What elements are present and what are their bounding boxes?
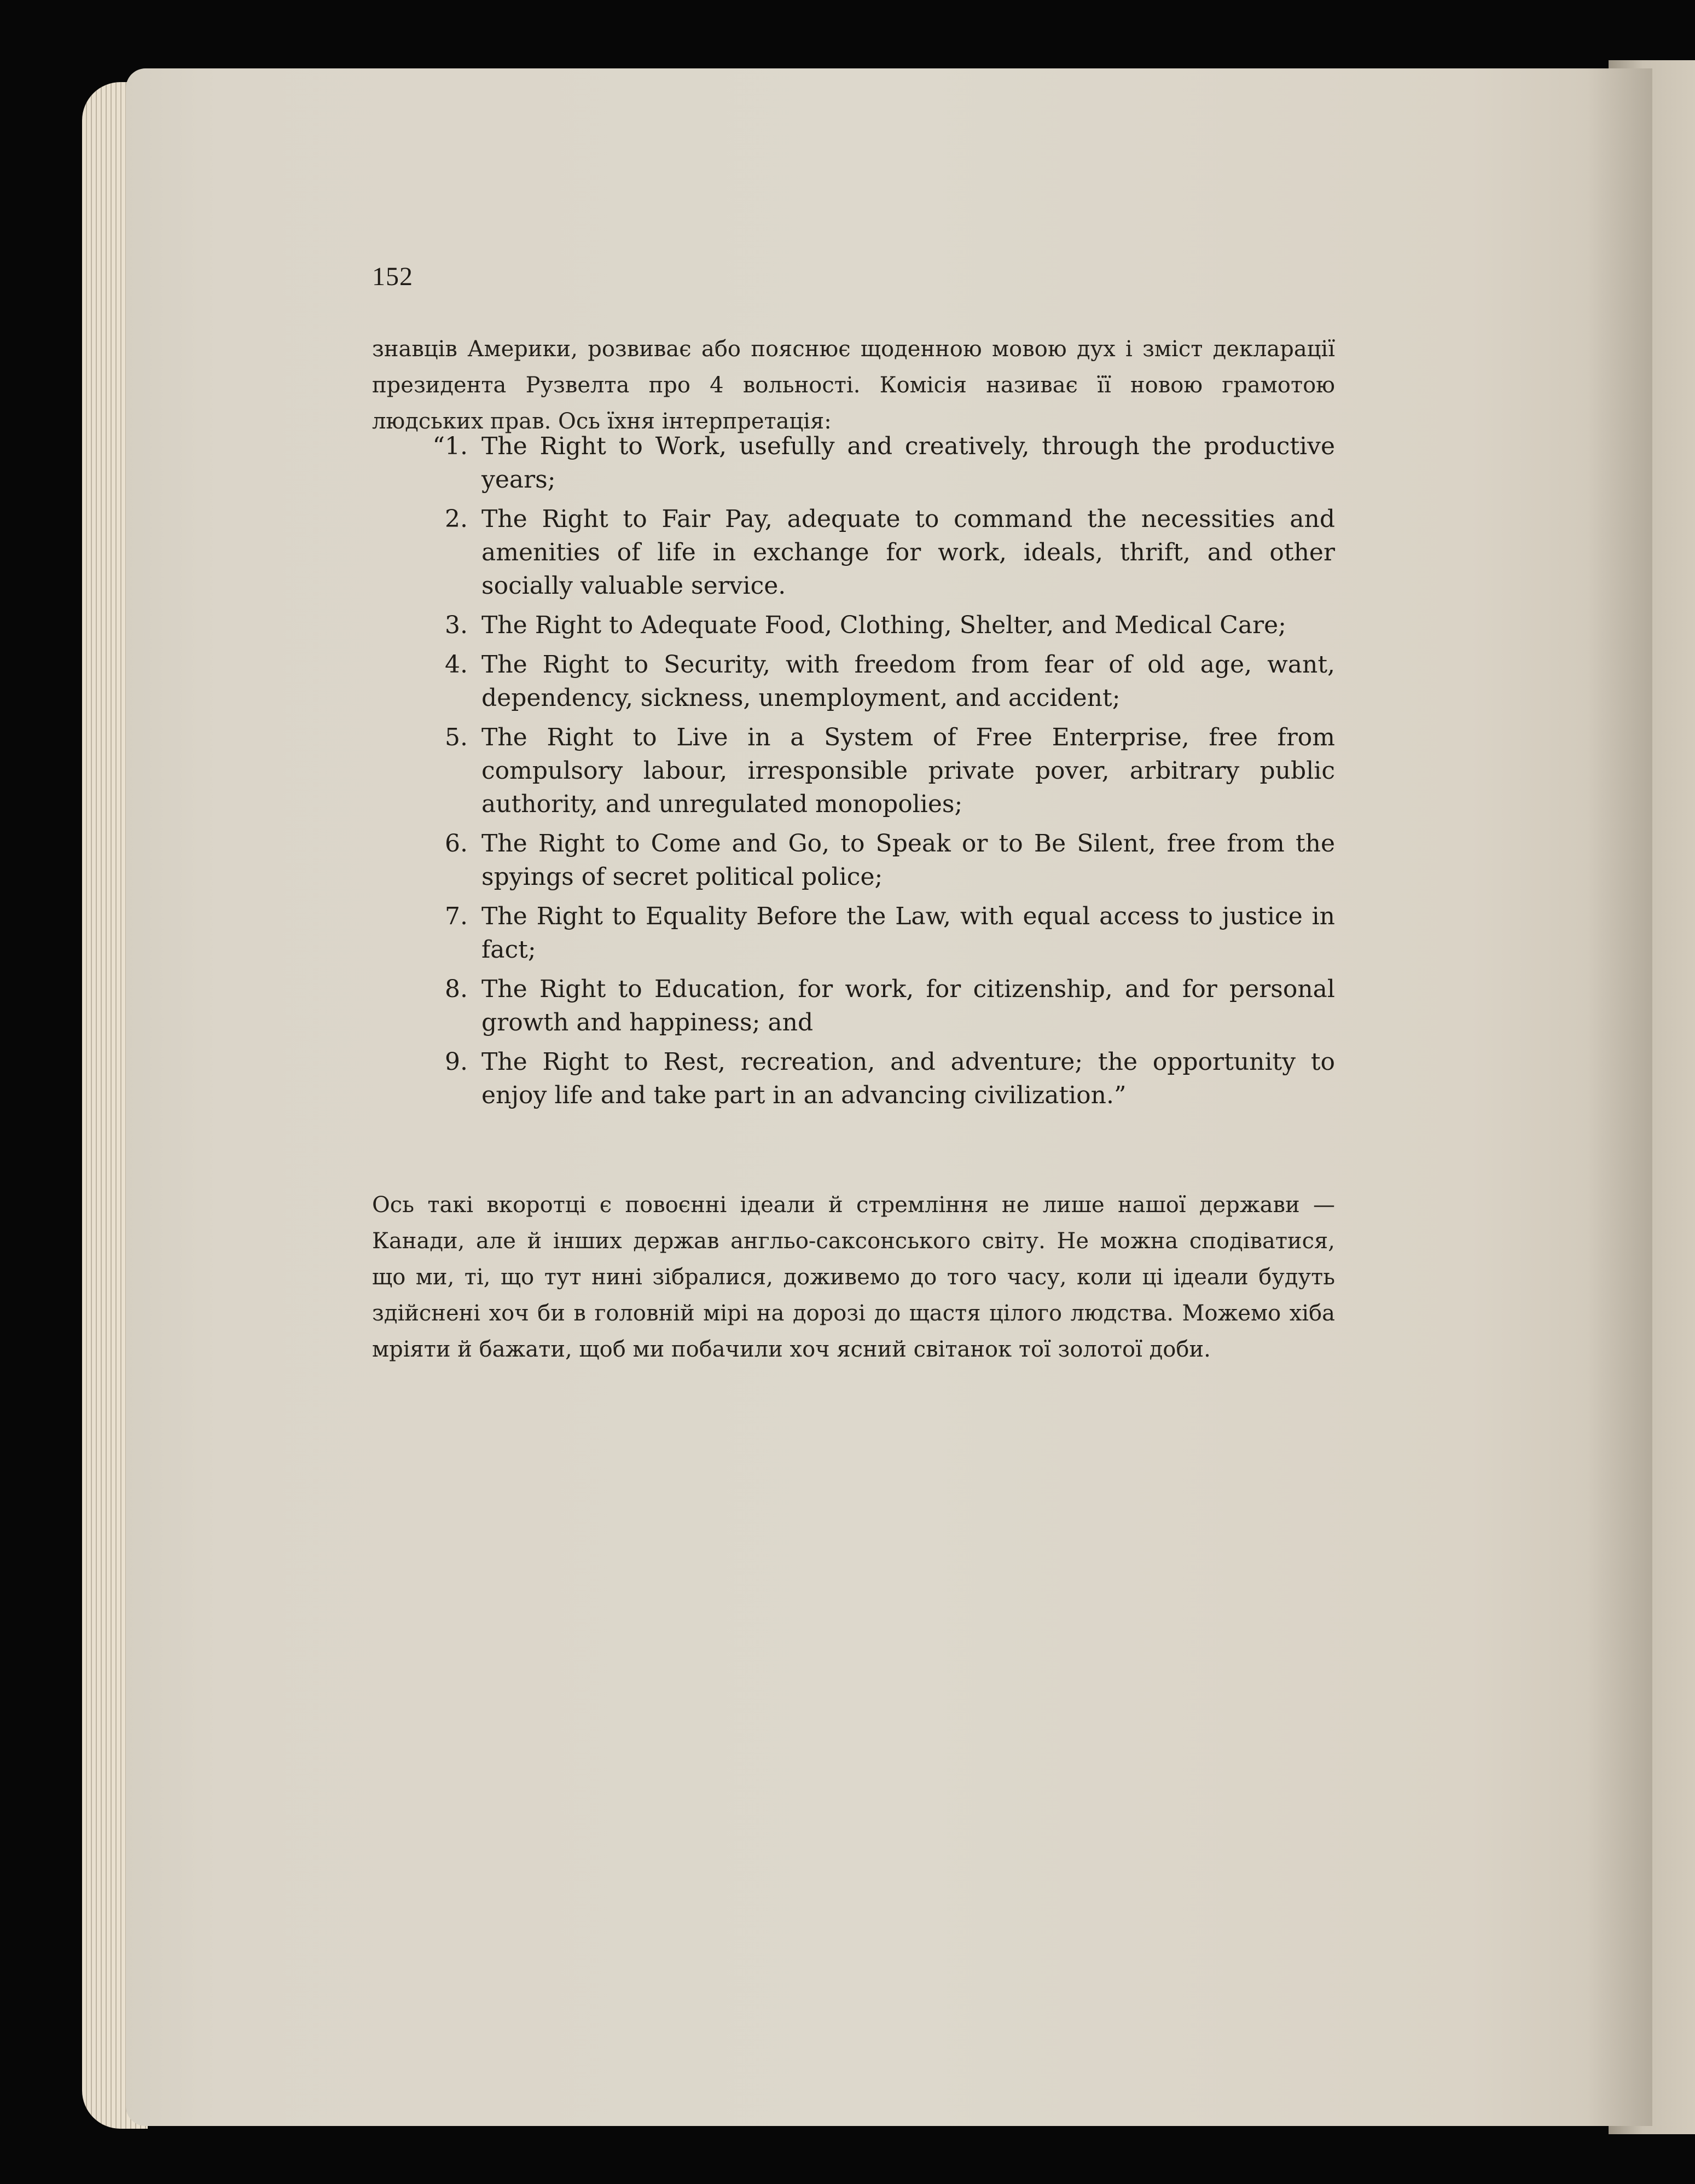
list-item <box>372 609 1335 642</box>
list-number: 7. <box>445 902 468 930</box>
list-number: 9. <box>445 1048 468 1076</box>
closing-paragraph: Ось такі вкоротці є повоєнні ідеали й стремління не лише нашої держави — Канади, але й інших держав англьо-саксонського світу. Не можна сподіватися, що ми, ті, що тут нині зібралися, доживемо до того часу, коли ці ідеали будуть здійснені хоч би в головній мірі на дорозі до щастя цілого людства. Можемо хіба мріяти й бажати, щоб ми побачили хоч ясний світанок тої золотої доби. <box>372 1192 1335 1362</box>
list-text: The Right to Adequate Food, Clothing, Shelter, and Medical Care; <box>481 611 1286 639</box>
list-item <box>372 900 1335 966</box>
list-text: The Right to Education, for work, for citizenship, and for personal growth and happiness; and <box>481 975 1335 1036</box>
page-gutter-shadow <box>1587 68 1652 2126</box>
list-text: The Right to Security, with freedom from fear of old age, want, dependency, sickness, unemployment, and accident; <box>481 651 1335 712</box>
list-text: The Right to Equality Before the Law, with equal access to justice in fact; <box>481 902 1335 964</box>
list-text: The Right to Come and Go, to Speak or to Be Silent, free from the spyings of secret political police; <box>481 830 1335 891</box>
list-item <box>372 721 1335 821</box>
list-text: The Right to Work, usefully and creatively, through the productive years; <box>481 432 1335 494</box>
list-number: “1. <box>432 432 468 460</box>
list-number: 4. <box>445 651 468 679</box>
list-number: 6. <box>445 830 468 858</box>
list-item <box>372 502 1335 603</box>
list-number: 5. <box>445 723 468 751</box>
list-item <box>372 648 1335 715</box>
list-text: The Right to Rest, recreation, and adventure; the opportunity to enjoy life and take part in an advancing civilization.” <box>481 1048 1335 1109</box>
list-text: The Right to Fair Pay, adequate to command the necessities and amenities of life in exchange for work, ideals, thrift, and other socially valuable service. <box>481 505 1335 600</box>
intro-paragraph: знавців Америки, розвиває або пояснює щоденною мовою дух і зміст декларації президента Рузвелта про 4 вольності. Комісія називає її новою грамотою людських прав. Ось їхня інтерпретація: <box>372 337 1335 434</box>
list-number: 3. <box>445 611 468 639</box>
list-text: The Right to Live in a System of Free Enterprise, free from compulsory labour, irresponsible private pover, arbitrary public authority, and unregulated monopolies; <box>481 723 1335 818</box>
list-item <box>372 972 1335 1039</box>
list-item <box>372 1045 1335 1112</box>
list-number: 8. <box>445 975 468 1003</box>
rights-list <box>372 430 1335 1118</box>
list-item <box>372 430 1335 496</box>
list-item <box>372 827 1335 894</box>
list-number: 2. <box>445 505 468 533</box>
page-number: 152 <box>372 262 413 291</box>
